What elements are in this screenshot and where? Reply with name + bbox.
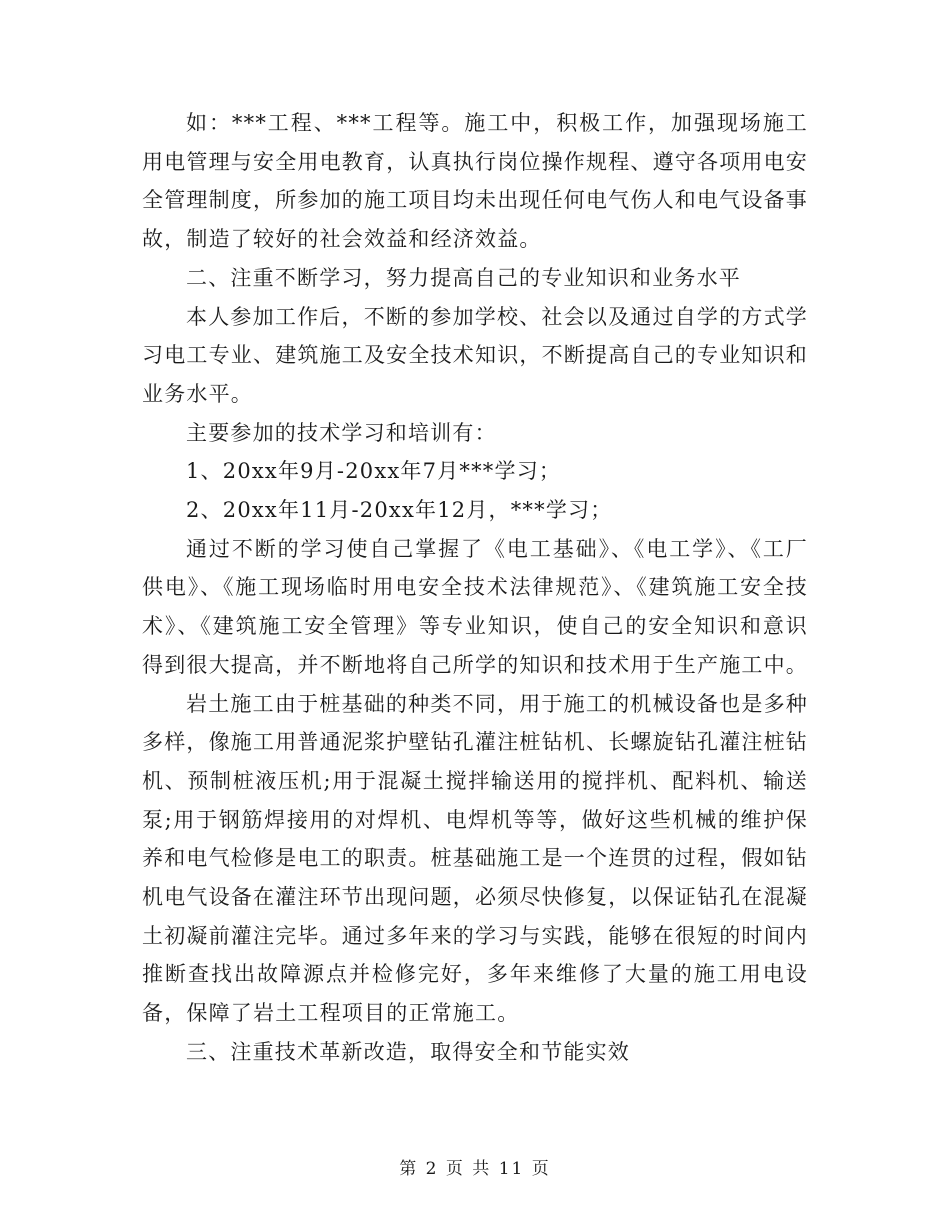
page-number-footer: 第 2 页 共 11 页: [399, 1159, 551, 1179]
paragraph-study: 本人参加工作后，不断的参加学校、社会以及通过自学的方式学习电工专业、建筑施工及安全技术知识，不断提高自己的专业知识和业务水平。: [142, 304, 808, 406]
document-body: [142, 104, 808, 1072]
list-item-training-1: 1、20xx年9月-20xx年7月***学习；: [186, 459, 562, 484]
section-heading-2: 二、注重不断学习，努力提高自己的专业知识和业务水平: [186, 265, 741, 290]
paragraph-project-summary: 如：***工程、***工程等。施工中，积极工作，加强现场施工用电管理与安全用电教育，认真执行岗位操作规程、遵守各项用电安全管理制度，所参加的施工项目均未出现任何电气伤人和电气设备事故，制造了较好的社会效益和经济效益。: [142, 111, 808, 252]
list-item-training-2: 2、20xx年11月-20xx年12月，***学习；: [186, 498, 613, 523]
section-heading-3: 三、注重技术革新改造，取得安全和节能实效: [186, 1039, 630, 1064]
paragraph-training-intro: 主要参加的技术学习和培训有：: [186, 420, 497, 445]
paragraph-equipment: 岩土施工由于桩基础的种类不同，用于施工的机械设备也是多种多样，像施工用普通泥浆护壁钻孔灌注桩钻机、长螺旋钻孔灌注桩钻机、预制桩液压机;用于混凝土搅拌输送用的搅拌机、配料机、输送泵;用于钢筋焊接用的对焊机、电焊机等等，做好这些机械的维护保养和电气检修是电工的职责。桩基础施工是一个连贯的过程，假如钻机电气设备在灌注环节出现问题，必须尽快修复，以保证钻孔在混凝土初凝前灌注完毕。通过多年来的学习与实践，能够在很短的时间内推断查找出故障源点并检修完好，多年来维修了大量的施工用电设备，保障了岩土工程项目的正常施工。: [142, 691, 808, 1026]
paragraph-knowledge: 通过不断的学习使自己掌握了《电工基础》、《电工学》、《工厂供电》、《施工现场临时用电安全技术法律规范》、《建筑施工安全技术》、《建筑施工安全管理》等专业知识，使自己的安全知识和意识得到很大提高，并不断地将自己所学的知识和技术用于生产施工中。: [142, 536, 808, 677]
